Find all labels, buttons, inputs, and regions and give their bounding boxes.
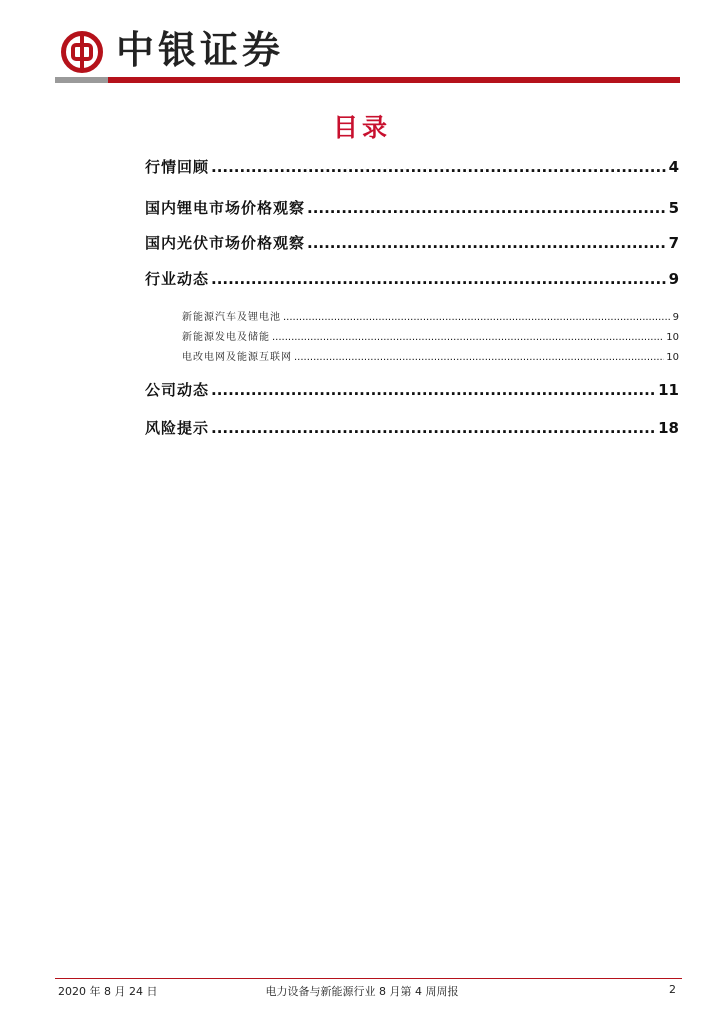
toc-entry[interactable] bbox=[145, 232, 679, 253]
toc-entry-page: 7 bbox=[668, 234, 679, 252]
toc-subentry[interactable] bbox=[182, 328, 679, 343]
toc-entry-page: 10 bbox=[666, 332, 679, 343]
toc-entry-page: 9 bbox=[668, 270, 679, 288]
toc-leader-dots bbox=[211, 158, 667, 176]
toc-entry[interactable] bbox=[145, 197, 679, 218]
footer-page-number: 2 bbox=[669, 983, 676, 996]
toc-entry-label: 风险提示 bbox=[145, 419, 210, 437]
toc-entry-label: 行情回顾 bbox=[145, 158, 210, 176]
toc-entry-label: 电改电网及能源互联网 bbox=[182, 352, 292, 363]
toc-entry-page: 5 bbox=[668, 199, 679, 217]
footer-rule bbox=[55, 978, 682, 979]
header-grey-bar bbox=[55, 77, 108, 83]
footer-date: 2020 年 8 月 24 日 bbox=[58, 985, 158, 998]
toc-leader-dots bbox=[211, 270, 667, 288]
toc-entry-label: 国内光伏市场价格观察 bbox=[145, 234, 306, 252]
toc-leader-dots bbox=[283, 312, 671, 323]
toc-subentry[interactable] bbox=[182, 348, 679, 363]
toc-entry[interactable] bbox=[145, 417, 679, 438]
toc-leader-dots bbox=[294, 352, 664, 363]
toc-entry-page: 18 bbox=[658, 419, 679, 437]
toc-entry-label: 新能源发电及储能 bbox=[182, 332, 270, 343]
toc-leader-dots bbox=[307, 234, 667, 252]
toc-leader-dots bbox=[307, 199, 667, 217]
toc-entry-label: 公司动态 bbox=[145, 381, 210, 399]
toc-entry[interactable] bbox=[145, 268, 679, 289]
brand-name: 中银证券 bbox=[116, 27, 285, 72]
toc-entry[interactable] bbox=[145, 156, 679, 177]
header-red-bar bbox=[108, 77, 680, 83]
toc-entry-label: 国内锂电市场价格观察 bbox=[145, 199, 306, 217]
toc-subentry[interactable] bbox=[182, 308, 679, 323]
toc-entry-page: 9 bbox=[672, 312, 679, 323]
toc-title: 目录 bbox=[332, 113, 391, 142]
page-header bbox=[0, 0, 724, 90]
toc-leader-dots bbox=[211, 419, 656, 437]
toc-entry-label: 新能源汽车及锂电池 bbox=[182, 312, 281, 323]
toc-entry-page: 10 bbox=[666, 352, 679, 363]
bank-of-china-logo-icon bbox=[60, 30, 104, 74]
toc-leader-dots bbox=[211, 381, 656, 399]
footer-report-title: 电力设备与新能源行业 8 月第 4 周周报 bbox=[265, 985, 459, 998]
toc-entry-page: 11 bbox=[658, 381, 679, 399]
toc-leader-dots bbox=[272, 332, 664, 343]
toc-entry-label: 行业动态 bbox=[145, 270, 210, 288]
toc-entry[interactable] bbox=[145, 379, 679, 400]
toc-entry-page: 4 bbox=[668, 158, 679, 176]
